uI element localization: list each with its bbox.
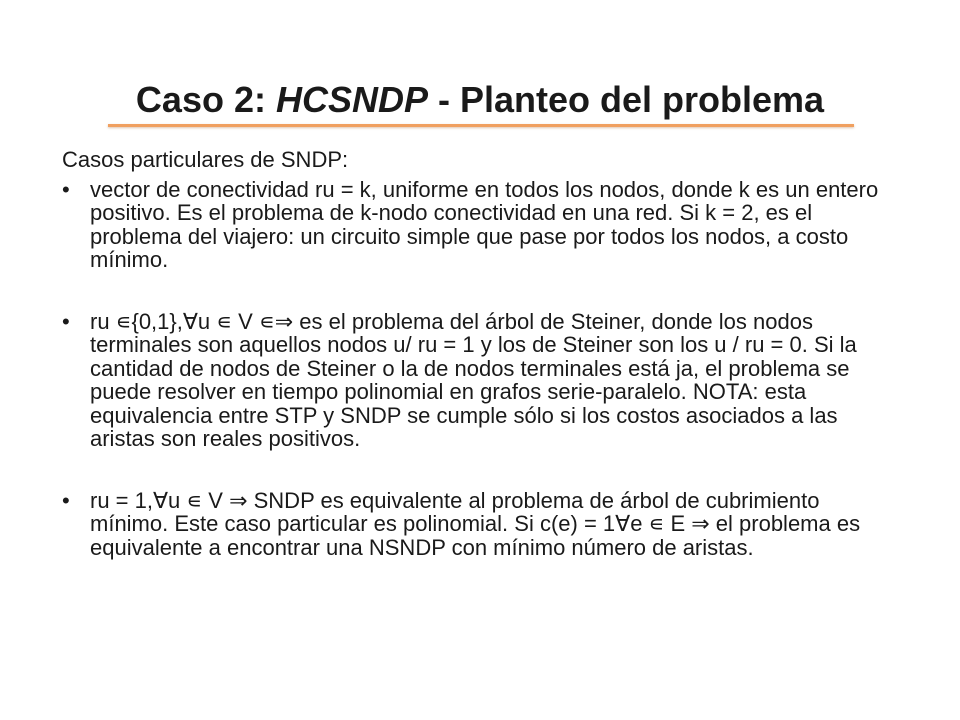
bullet-item-1 xyxy=(62,178,902,272)
bullet-text-3: ru = 1,∀u ∊ V ⇒ SNDP es equivalente al problema de árbol de cubrimiento mínimo. Este caso particular es polinomial. Si c(e) = 1∀e ∊ E ⇒ el problema es equivalente a encontrar una NSNDP con mínimo número de aristas. xyxy=(90,487,861,560)
slide-body xyxy=(62,148,902,559)
bullet-item-3 xyxy=(62,489,902,560)
title-emphasis: HCSNDP xyxy=(275,79,428,121)
bullet-text-2: ru ∊{0,1},∀u ∊ V ∊⇒ es el problema del árbol de Steiner, donde los nodos terminales son aquellos nodos u/ ru = 1 y los de Steiner son los u / ru = 0. Si la cantidad de nodos de Steiner o la de nodos terminales está ja, el problema se puede resolver en tiempo polinomial en grafos serie-paralelo. NOTA: esta equivalencia entre STP y SNDP se cumple sólo si los costos asociados a las aristas son reales positivos. xyxy=(90,308,857,451)
bullet-marker-icon: • xyxy=(62,176,70,202)
bullet-marker-icon: • xyxy=(62,308,70,334)
bullet-list xyxy=(62,178,902,560)
title-prefix: Caso 2: xyxy=(135,79,276,121)
bullet-text-1: vector de conectividad ru = k, uniforme en todos los nodos, donde k es un entero positivo. Es el problema de k-nodo conectividad en una red. Si k = 2, es el problema del viajero: un circuito simple que pase por todos los nodos, a costo mínimo. xyxy=(90,176,879,272)
title-divider xyxy=(108,124,854,127)
bullet-item-2 xyxy=(62,310,902,451)
bullet-marker-icon: • xyxy=(62,487,70,513)
intro-text: Casos particulares de SNDP: xyxy=(62,147,349,172)
slide-title xyxy=(0,74,960,126)
title-suffix: - Planteo del problema xyxy=(427,79,825,121)
